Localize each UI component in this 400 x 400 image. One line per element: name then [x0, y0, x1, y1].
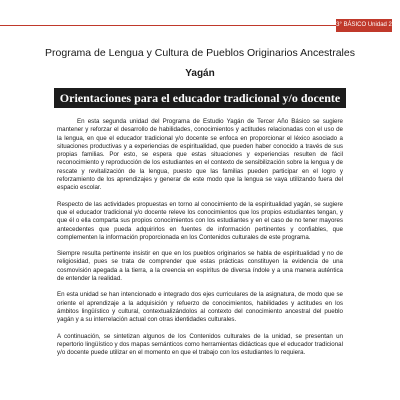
paragraph-5: A continuación, se sintetizan algunos de los Contenidos culturales de la unidad, se presentan un repertorio lingüístico y dos mapas semánticos como herramientas didácticas que el educador tradicional y/o docente puede utilizar en el momento en que el trabajo con los estudiantes lo requiera. [57, 332, 343, 357]
grade-unit-badge: 3° BÁSICO Unidad 2 [336, 19, 392, 32]
body-text [57, 118, 343, 365]
header-rule [0, 25, 336, 26]
paragraph-2: Respecto de las actividades propuestas en torno al conocimiento de la espiritualidad yagán, se sugiere que el educador tradicional y/o docente releve los conocimientos que los propios estudiantes tengan, y que él o ella comparta sus propios conocimientos con los estudiantes y en el caso de no tener mayores antecedentes que pueda adquirirlos en fuentes de información pertinentes y confiables, que complementen la información proporcionada en los Contenidos culturales de este programa. [57, 200, 343, 241]
section-banner: Orientaciones para el educador tradicional y/o docente [54, 88, 346, 108]
program-title: Programa de Lengua y Cultura de Pueblos Originarios Ancestrales [45, 47, 355, 59]
paragraph-1: En esta segunda unidad del Programa de Estudio Yagán de Tercer Año Básico se sugiere mantener y reforzar el desarrollo de habilidades, conocimientos y actitudes relacionadas con el uso de la lengua, en que el educador tradicional y/o docente se enfoca en proporcionar el léxico asociado a situaciones productivas y a experiencias de espiritualidad, que pueden haber conocido a través de sus propias familias. Por esto, se espera que estas situaciones y experiencias resulten de fácil reconocimiento y reproducción de los estudiantes en el contexto de sensibilización sobre la lengua y de rescate y revitalización de la lengua, puesto que las familias pueden participar en el logro y reforzamiento de los aprendizajes y generar de este modo que la lengua se vaya utilizando fuera del espacio escolar. [57, 118, 343, 192]
paragraph-3: Siempre resulta pertinente insistir en que en los pueblos originarios se habla de espiritualidad y no de religiosidad, pues se trata de comprender que estas prácticas constituyen la evidencia de una cosmovisión apegada a la tierra, a la creencia en espíritus de diversa índole y a una manera auténtica de entender la realidad. [57, 250, 343, 283]
paragraph-4: En esta unidad se han intencionado e integrado dos ejes curriculares de la asignatura, de modo que se oriente el aprendizaje a la adquisición y refuerzo de conocimientos, habilidades y actitudes en los ámbitos lingüístico y cultural, contextualizándolos al contexto del conocimiento ancestral del pueblo yagán y a su interrelación actual con otras identidades culturales. [57, 291, 343, 324]
people-subtitle: Yagán [185, 68, 215, 79]
